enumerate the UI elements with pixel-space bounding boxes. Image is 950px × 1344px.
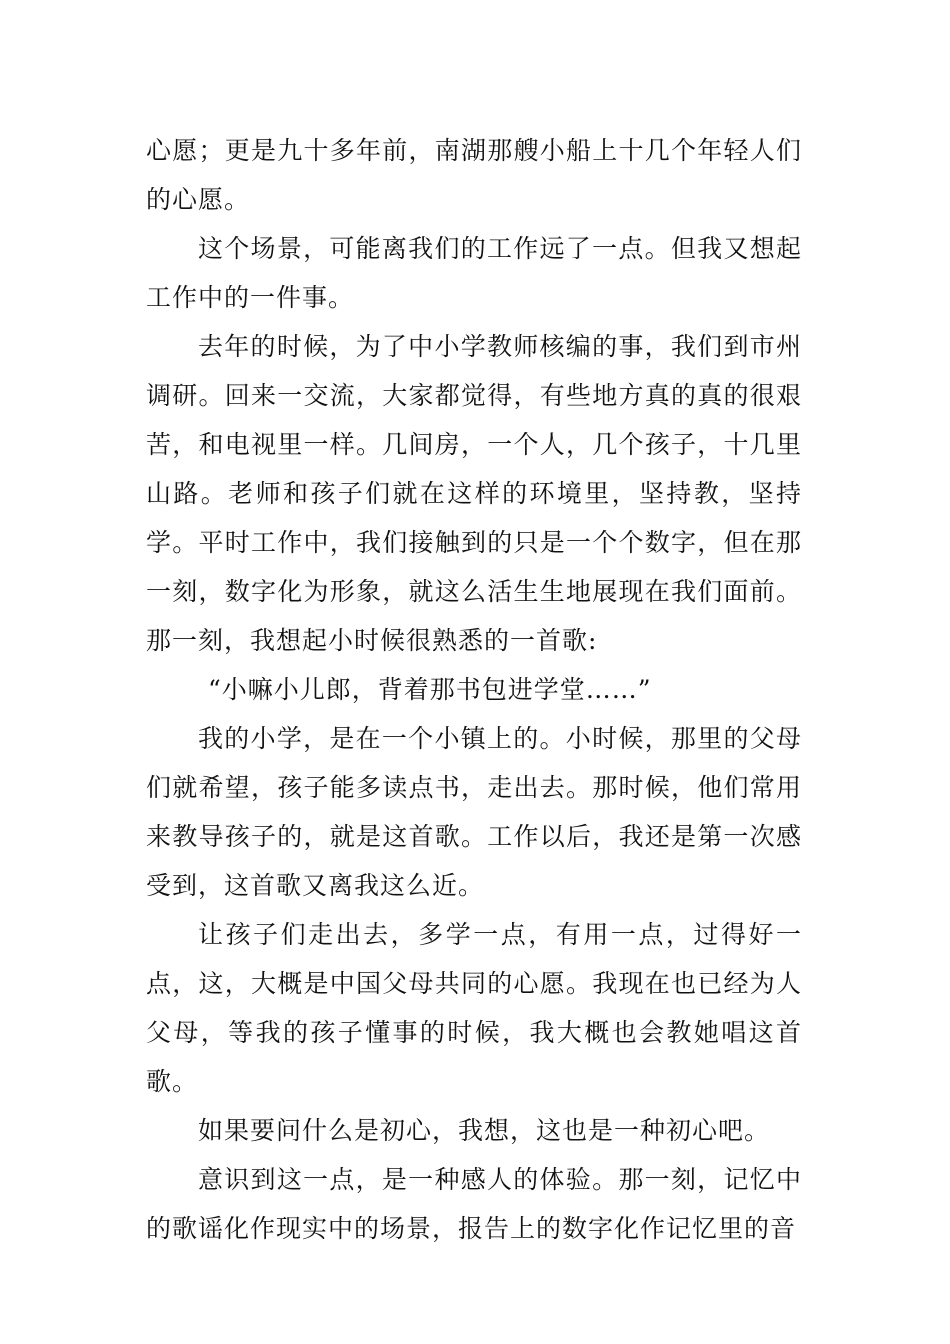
paragraph-scene: 这个场景，可能离我们的工作远了一点。但我又想起工作中的一件事。 bbox=[146, 234, 802, 312]
document-body bbox=[146, 126, 802, 1253]
paragraph-realization: 意识到这一点，是一种感人的体验。那一刻，记忆中的歌谣化作现实中的场景，报告上的数字化作记忆里的音 bbox=[146, 1165, 802, 1243]
paragraph-original-aspiration: 如果要问什么是初心，我想，这也是一种初心吧。 bbox=[198, 1116, 771, 1145]
song-quote: “小嘛小儿郎，背着那书包进学堂……” bbox=[208, 675, 652, 704]
paragraph-research-trip: 去年的时候，为了中小学教师核编的事，我们到市州调研。回来一交流，大家都觉得，有些地方真的真的很艰苦，和电视里一样。几间房，一个人，几个孩子，十几里山路。老师和孩子们就在这样的环境里，坚持教，坚持学。平时工作中，我们接触到的只是一个个数字，但在那一刻，数字化为形象，就这么活生生地展现在我们面前。那一刻，我想起小时候很熟悉的一首歌: bbox=[146, 332, 802, 655]
paragraph-primary-school: 我的小学，是在一个小镇上的。小时候，那里的父母们就希望，孩子能多读点书，走出去。那时候，他们常用来教导孩子的，就是这首歌。工作以后，我还是第一次感受到，这首歌又离我这么近。 bbox=[146, 724, 802, 900]
paragraph-parents-wish: 让孩子们走出去，多学一点，有用一点，过得好一点，这，大概是中国父母共同的心愿。我现在也已经为人父母，等我的孩子懂事的时候，我大概也会教她唱这首歌。 bbox=[146, 920, 802, 1096]
paragraph-continued: 心愿；更是九十多年前，南湖那艘小船上十几个年轻人们的心愿。 bbox=[146, 136, 802, 214]
